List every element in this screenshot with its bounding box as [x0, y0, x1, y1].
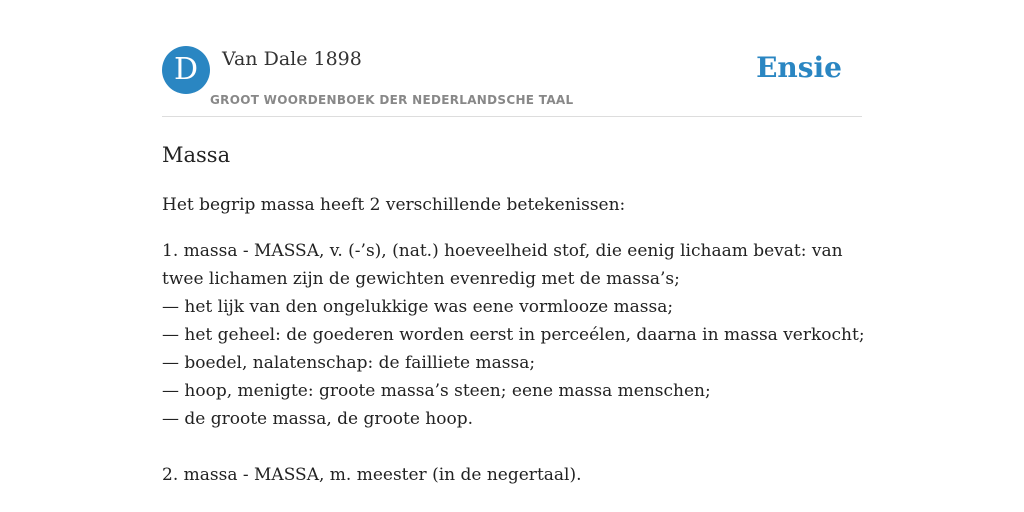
meaning-separator [162, 433, 862, 461]
ensie-brand-logo[interactable]: Ensie [756, 51, 842, 84]
meaning-line: 1. massa - MASSA, v. (-’s), (nat.) hoeveelheid stof, die eenig lichaam bevat: van [162, 241, 843, 261]
meaning-line: — het geheel: de goederen worden eerst in perceélen, daarna in massa verkocht; [162, 325, 865, 345]
entry-intro: Het begrip massa heeft 2 verschillende betekenissen: [162, 195, 626, 215]
van-dale-logo[interactable]: D [162, 46, 210, 94]
dictionary-title[interactable]: Van Dale 1898 [222, 48, 362, 70]
meaning-line: — het lijk van den ongelukkige was eene vormlooze massa; [162, 297, 674, 317]
meaning-line: — hoop, menigte: groote massa’s steen; eene massa menschen; [162, 381, 711, 401]
meaning-line: twee lichamen zijn de gewichten evenredig met de massa’s; [162, 269, 680, 289]
entry-content [162, 140, 865, 489]
site-header [162, 46, 862, 117]
meaning-1 [162, 237, 865, 433]
dictionary-subtitle: GROOT WOORDENBOEK DER NEDERLANDSCHE TAAL [210, 93, 574, 107]
meaning-line: — boedel, nalatenschap: de failliete massa; [162, 353, 536, 373]
meaning-2 [162, 461, 862, 489]
entry-headword: Massa [162, 143, 231, 167]
meaning-line: — de groote massa, de groote hoop. [162, 409, 473, 429]
meaning-line: 2. massa - MASSA, m. meester (in de negertaal). [162, 465, 582, 485]
